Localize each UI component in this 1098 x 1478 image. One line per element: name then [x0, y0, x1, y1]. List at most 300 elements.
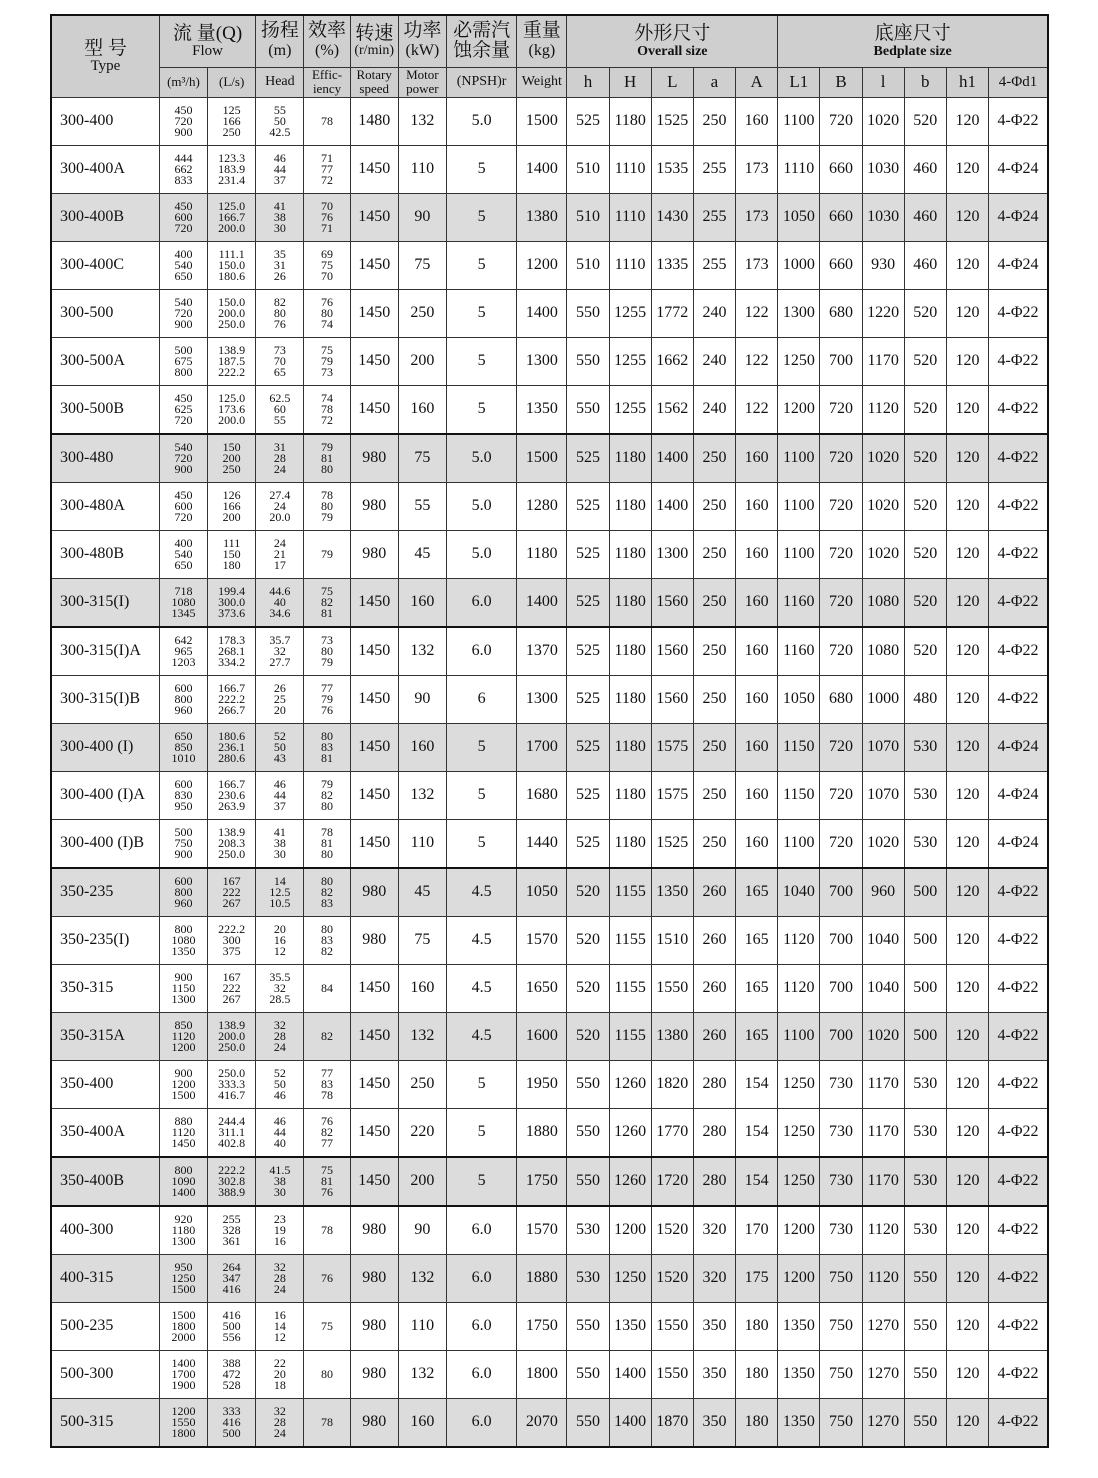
dim-b-cell: 550: [904, 1398, 946, 1447]
dim-a-cell: 320: [693, 1206, 735, 1255]
dim-h1-cell: 120: [946, 819, 988, 868]
dim-h-cell: 510: [567, 193, 609, 241]
flow-m3h-cell: [159, 1206, 207, 1255]
dim-h1-cell: 120: [946, 578, 988, 627]
dim-b-cell: 530: [904, 771, 946, 819]
flow-m3h-cell-value: 1080: [171, 932, 196, 947]
efficiency-cell-value: 80: [321, 846, 334, 861]
model-cell: 300-400 (I)B: [51, 819, 159, 868]
dim-a-cell: 250: [693, 578, 735, 627]
dim-d1-cell: 4-Φ24: [989, 723, 1048, 771]
header-type: 型 号 Type: [51, 15, 159, 97]
npsh-cell: 5.0: [446, 434, 516, 483]
table-row: [51, 530, 1048, 578]
flow-m3h-cell: [159, 434, 207, 483]
flow-ls-cell-value: 208.3: [218, 835, 246, 850]
head-cell-value: 70: [273, 353, 286, 368]
weight-cell: 1300: [517, 675, 567, 723]
dim-H-cell: 1180: [609, 723, 651, 771]
header-flow-ls: (L/s): [208, 67, 256, 97]
dim-b-cell: 520: [904, 434, 946, 483]
dim-d1-cell: 4-Φ22: [989, 337, 1048, 385]
npsh-cell: 4.5: [446, 868, 516, 917]
power-cell: 250: [398, 289, 446, 337]
efficiency-cell-value: 80: [321, 728, 334, 743]
table-row: [51, 1350, 1048, 1398]
power-cell: 200: [398, 1157, 446, 1206]
efficiency-cell-value: 78: [321, 824, 334, 839]
power-cell: 160: [398, 1398, 446, 1447]
weight-cell: 1570: [517, 916, 567, 964]
flow-ls-cell: [208, 145, 256, 193]
dim-h-cell: 550: [567, 289, 609, 337]
flow-ls-cell: [208, 868, 256, 917]
weight-cell: 1370: [517, 627, 567, 676]
dim-B-cell: 720: [820, 578, 862, 627]
flow-m3h-cell-value: 450: [174, 487, 193, 502]
dim-h-cell: 550: [567, 1157, 609, 1206]
efficiency-cell-value: 72: [321, 412, 334, 427]
header-bedplate-size: 底座尺寸 Bedplate size: [778, 15, 1048, 67]
dim-l-cell: 1220: [862, 289, 904, 337]
dim-l-cell: 1020: [862, 1012, 904, 1060]
weight-cell: 1650: [517, 964, 567, 1012]
dim-L-cell: 1535: [651, 145, 693, 193]
dim-A-cell: 165: [736, 868, 778, 917]
dim-h-cell: 550: [567, 1350, 609, 1398]
speed-cell: 1480: [350, 97, 398, 145]
dim-h1-cell: 120: [946, 1398, 988, 1447]
dim-b-cell: 520: [904, 530, 946, 578]
dim-L-cell: 1430: [651, 193, 693, 241]
dim-b-cell: 520: [904, 578, 946, 627]
dim-b-cell: 550: [904, 1254, 946, 1302]
dim-A-cell: 122: [736, 337, 778, 385]
model-cell: 350-400A: [51, 1108, 159, 1157]
flow-m3h-cell-value: 720: [174, 305, 193, 320]
efficiency-cell-value: 83: [321, 895, 334, 910]
efficiency-cell-value: 78: [321, 1414, 334, 1429]
npsh-cell: 5: [446, 145, 516, 193]
speed-cell: 980: [350, 1206, 398, 1255]
efficiency-cell-value: 82: [321, 594, 334, 609]
head-cell: [256, 1108, 304, 1157]
flow-m3h-cell-value: 500: [174, 342, 193, 357]
efficiency-cell-value: 83: [321, 739, 334, 754]
npsh-cell: 6: [446, 675, 516, 723]
efficiency-cell: [304, 723, 350, 771]
dim-B-cell: 720: [820, 385, 862, 434]
flow-ls-cell-value: 250.0: [218, 846, 246, 861]
model-cell: 350-315: [51, 964, 159, 1012]
header-npsh: 必需汽 蚀余量: [446, 15, 516, 67]
dim-l-cell: 1070: [862, 771, 904, 819]
dim-h1-cell: 120: [946, 482, 988, 530]
efficiency-cell-value: 79: [321, 509, 334, 524]
dim-B-cell: 700: [820, 1012, 862, 1060]
power-cell: 45: [398, 868, 446, 917]
head-cell: [256, 964, 304, 1012]
flow-m3h-cell: [159, 916, 207, 964]
head-cell: [256, 145, 304, 193]
flow-ls-cell: [208, 97, 256, 145]
head-cell-value: 50: [273, 739, 286, 754]
power-cell: 132: [398, 771, 446, 819]
head-cell-value: 28: [273, 1414, 286, 1429]
flow-m3h-cell-value: 400: [174, 246, 193, 261]
flow-ls-cell-value: 266.7: [218, 702, 246, 717]
dim-b-cell: 520: [904, 482, 946, 530]
head-cell-value: 19: [273, 1222, 286, 1237]
dim-A-cell: 160: [736, 434, 778, 483]
dim-h-cell: 530: [567, 1206, 609, 1255]
head-cell: [256, 578, 304, 627]
npsh-cell: 5: [446, 723, 516, 771]
efficiency-cell-value: 75: [321, 342, 334, 357]
dim-H-cell: 1400: [609, 1398, 651, 1447]
dim-H-cell: 1110: [609, 241, 651, 289]
flow-m3h-cell-value: 450: [174, 198, 193, 213]
header-power: 功率 (kW): [398, 15, 446, 67]
speed-cell: 980: [350, 1350, 398, 1398]
power-cell: 75: [398, 434, 446, 483]
header-weight: 重量 (kg): [517, 15, 567, 67]
model-cell: 300-400C: [51, 241, 159, 289]
dim-H-cell: 1260: [609, 1157, 651, 1206]
efficiency-cell: [304, 1398, 350, 1447]
dim-d1-cell: 4-Φ22: [989, 97, 1048, 145]
head-cell-value: 40: [273, 1135, 286, 1150]
dim-b-cell: 460: [904, 193, 946, 241]
flow-m3h-cell-value: 540: [174, 294, 193, 309]
flow-ls-cell-value: 416: [222, 1307, 241, 1322]
dim-h1-cell: 120: [946, 1060, 988, 1108]
flow-ls-cell-value: 200.0: [218, 305, 246, 320]
efficiency-cell-value: 79: [321, 546, 334, 561]
model-cell: 350-235(I): [51, 916, 159, 964]
dim-L-cell: 1575: [651, 723, 693, 771]
flow-ls-cell: [208, 1302, 256, 1350]
weight-cell: 1400: [517, 289, 567, 337]
efficiency-cell-value: 76: [321, 1113, 334, 1128]
head-cell-value: 43: [273, 750, 286, 765]
speed-cell: 1450: [350, 675, 398, 723]
dim-a-cell: 250: [693, 627, 735, 676]
head-cell-value: 12: [273, 943, 286, 958]
dim-l-cell: 1040: [862, 964, 904, 1012]
dim-B-cell: 700: [820, 964, 862, 1012]
head-cell-value: 52: [273, 1065, 286, 1080]
efficiency-cell-value: 73: [321, 364, 334, 379]
head-cell-value: 55: [273, 102, 286, 117]
header-flow-m3h: (m³/h): [159, 67, 207, 97]
head-cell-value: 26: [273, 680, 286, 695]
head-cell-value: 27.7: [269, 654, 291, 669]
dim-L1-cell: 1150: [778, 723, 820, 771]
dim-L1-cell: 1250: [778, 1157, 820, 1206]
head-cell-value: 28: [273, 450, 286, 465]
dim-h-cell: 510: [567, 145, 609, 193]
dim-l-cell: 1170: [862, 337, 904, 385]
table-body: [51, 97, 1048, 1447]
dim-A-cell: 160: [736, 530, 778, 578]
dim-H-cell: 1180: [609, 819, 651, 868]
head-cell-value: 31: [273, 439, 286, 454]
efficiency-cell: [304, 1350, 350, 1398]
dim-l-cell: 1020: [862, 482, 904, 530]
efficiency-cell-value: 70: [321, 268, 334, 283]
dim-L-cell: 1335: [651, 241, 693, 289]
dim-B-cell: 700: [820, 337, 862, 385]
dim-B-cell: 720: [820, 771, 862, 819]
dim-A-cell: 122: [736, 385, 778, 434]
efficiency-cell-value: 72: [321, 172, 334, 187]
efficiency-cell-value: 81: [321, 1173, 334, 1188]
dim-h1-cell: 120: [946, 964, 988, 1012]
dim-h1-cell: 120: [946, 1350, 988, 1398]
head-cell-value: 24: [273, 1425, 286, 1440]
weight-cell: 1440: [517, 819, 567, 868]
dim-l-cell: 960: [862, 868, 904, 917]
dim-h1-cell: 120: [946, 1302, 988, 1350]
efficiency-cell: [304, 916, 350, 964]
model-cell: 300-400B: [51, 193, 159, 241]
efficiency-cell-value: 82: [321, 943, 334, 958]
dim-h1-cell: 120: [946, 1254, 988, 1302]
head-cell: [256, 771, 304, 819]
dim-B-cell: 730: [820, 1108, 862, 1157]
dim-A-cell: 160: [736, 675, 778, 723]
npsh-cell: 6.0: [446, 627, 516, 676]
dim-L1-cell: 1200: [778, 1254, 820, 1302]
model-cell: 400-300: [51, 1206, 159, 1255]
head-cell-value: 30: [273, 846, 286, 861]
flow-m3h-cell-value: 1450: [171, 1135, 196, 1150]
dim-h-cell: 525: [567, 482, 609, 530]
dim-h1-cell: 120: [946, 723, 988, 771]
efficiency-cell-value: 75: [321, 1318, 334, 1333]
dim-a-cell: 250: [693, 771, 735, 819]
dim-h-cell: 525: [567, 771, 609, 819]
flow-m3h-cell-value: 1345: [171, 605, 196, 620]
flow-m3h-cell-value: 1010: [171, 750, 196, 765]
flow-ls-cell-value: 268.1: [218, 643, 246, 658]
efficiency-cell-value: 79: [321, 654, 334, 669]
dim-A-cell: 154: [736, 1157, 778, 1206]
head-cell-value: 14: [273, 873, 286, 888]
model-cell: 300-480B: [51, 530, 159, 578]
model-cell: 350-315A: [51, 1012, 159, 1060]
flow-ls-cell-value: 138.9: [218, 342, 246, 357]
dim-A-cell: 154: [736, 1060, 778, 1108]
flow-m3h-cell-value: 600: [174, 873, 193, 888]
dim-H-cell: 1200: [609, 1206, 651, 1255]
flow-ls-cell-value: 373.6: [218, 605, 246, 620]
flow-m3h-cell: [159, 819, 207, 868]
flow-m3h-cell-value: 675: [174, 353, 193, 368]
dim-A-cell: 160: [736, 627, 778, 676]
head-cell: [256, 723, 304, 771]
speed-cell: 980: [350, 868, 398, 917]
power-cell: 45: [398, 530, 446, 578]
head-cell: [256, 1060, 304, 1108]
weight-cell: 1280: [517, 482, 567, 530]
dim-L-cell: 1770: [651, 1108, 693, 1157]
model-cell: 300-315(I)A: [51, 627, 159, 676]
dim-l-cell: 1270: [862, 1398, 904, 1447]
dim-L-cell: 1550: [651, 1350, 693, 1398]
dim-l-cell: 1170: [862, 1157, 904, 1206]
flow-m3h-cell: [159, 482, 207, 530]
dim-d1-cell: 4-Φ22: [989, 530, 1048, 578]
efficiency-cell-value: 75: [321, 1162, 334, 1177]
header-dim-b: b: [904, 67, 946, 97]
flow-ls-cell-value: 328: [222, 1222, 241, 1237]
flow-ls-cell-value: 388: [222, 1355, 241, 1370]
flow-ls-cell: [208, 916, 256, 964]
speed-cell: 1450: [350, 289, 398, 337]
head-cell-value: 25: [273, 691, 286, 706]
speed-cell: 1450: [350, 771, 398, 819]
dim-A-cell: 160: [736, 97, 778, 145]
flow-ls-cell-value: 388.9: [218, 1184, 246, 1199]
power-cell: 160: [398, 964, 446, 1012]
flow-m3h-cell-value: 1500: [171, 1307, 196, 1322]
dim-h1-cell: 120: [946, 1206, 988, 1255]
dim-H-cell: 1180: [609, 675, 651, 723]
dim-B-cell: 700: [820, 868, 862, 917]
flow-m3h-cell-value: 720: [174, 509, 193, 524]
flow-m3h-cell-value: 1800: [171, 1425, 196, 1440]
weight-cell: 1570: [517, 1206, 567, 1255]
efficiency-cell: [304, 241, 350, 289]
dim-L-cell: 1525: [651, 97, 693, 145]
dim-d1-cell: 4-Φ22: [989, 1302, 1048, 1350]
flow-ls-cell-value: 361: [222, 1233, 241, 1248]
efficiency-cell: [304, 337, 350, 385]
flow-m3h-cell-value: 720: [174, 113, 193, 128]
flow-ls-cell-value: 125.0: [218, 390, 246, 405]
efficiency-cell-value: 69: [321, 246, 334, 261]
table-row: [51, 675, 1048, 723]
flow-ls-cell: [208, 1108, 256, 1157]
head-cell: [256, 289, 304, 337]
dim-A-cell: 160: [736, 723, 778, 771]
dim-h-cell: 550: [567, 337, 609, 385]
efficiency-cell: [304, 1302, 350, 1350]
dim-B-cell: 720: [820, 819, 862, 868]
flow-ls-cell-value: 200: [222, 450, 241, 465]
dim-h-cell: 520: [567, 916, 609, 964]
flow-ls-cell-value: 333.3: [218, 1076, 246, 1091]
npsh-cell: 4.5: [446, 916, 516, 964]
npsh-cell: 5: [446, 771, 516, 819]
flow-ls-cell-value: 180.6: [218, 728, 246, 743]
efficiency-cell: [304, 578, 350, 627]
flow-ls-cell-value: 166: [222, 498, 241, 513]
head-cell-value: 46: [273, 1087, 286, 1102]
dim-L1-cell: 1100: [778, 1012, 820, 1060]
head-cell-value: 32: [273, 980, 286, 995]
dim-a-cell: 280: [693, 1060, 735, 1108]
model-cell: 300-315(I): [51, 578, 159, 627]
flow-m3h-cell-value: 500: [174, 824, 193, 839]
flow-ls-cell: [208, 193, 256, 241]
flow-ls-cell-value: 267: [222, 991, 241, 1006]
flow-ls-cell: [208, 1157, 256, 1206]
head-cell-value: 82: [273, 294, 286, 309]
speed-cell: 1450: [350, 819, 398, 868]
model-cell: 350-400B: [51, 1157, 159, 1206]
dim-d1-cell: 4-Φ24: [989, 771, 1048, 819]
flow-m3h-cell-value: 800: [174, 364, 193, 379]
head-cell: [256, 675, 304, 723]
model-cell: 300-400 (I)A: [51, 771, 159, 819]
flow-m3h-cell-value: 1120: [171, 1028, 196, 1043]
flow-ls-cell-value: 200.0: [218, 220, 246, 235]
dim-d1-cell: 4-Φ22: [989, 916, 1048, 964]
dim-A-cell: 173: [736, 145, 778, 193]
flow-m3h-cell-value: 1090: [171, 1173, 196, 1188]
head-cell-value: 50: [273, 113, 286, 128]
flow-m3h-cell-value: 720: [174, 450, 193, 465]
flow-ls-cell-value: 180.6: [218, 268, 246, 283]
dim-b-cell: 550: [904, 1350, 946, 1398]
weight-cell: 1680: [517, 771, 567, 819]
flow-m3h-cell-value: 1120: [171, 1124, 196, 1139]
dim-d1-cell: 4-Φ24: [989, 819, 1048, 868]
dim-b-cell: 460: [904, 241, 946, 289]
dim-a-cell: 320: [693, 1254, 735, 1302]
dim-A-cell: 160: [736, 771, 778, 819]
table-row: [51, 241, 1048, 289]
dim-l-cell: 1020: [862, 530, 904, 578]
flow-ls-cell: [208, 385, 256, 434]
flow-m3h-cell: [159, 193, 207, 241]
dim-B-cell: 700: [820, 916, 862, 964]
flow-ls-cell: [208, 1398, 256, 1447]
dim-L1-cell: 1100: [778, 530, 820, 578]
flow-m3h-cell-value: 1800: [171, 1318, 196, 1333]
dim-H-cell: 1260: [609, 1108, 651, 1157]
dim-h1-cell: 120: [946, 145, 988, 193]
dim-L1-cell: 1050: [778, 193, 820, 241]
npsh-cell: 5: [446, 193, 516, 241]
flow-ls-cell-value: 111.1: [218, 246, 245, 261]
dim-H-cell: 1180: [609, 482, 651, 530]
npsh-cell: 6.0: [446, 1302, 516, 1350]
dim-h1-cell: 120: [946, 193, 988, 241]
header-dim-L1: L1: [778, 67, 820, 97]
dim-l-cell: 1020: [862, 819, 904, 868]
speed-cell: 1450: [350, 723, 398, 771]
dim-L1-cell: 1050: [778, 675, 820, 723]
flow-m3h-cell-value: 1500: [171, 1281, 196, 1296]
header-overall-size: 外形尺寸 Overall size: [567, 15, 778, 67]
head-cell: [256, 241, 304, 289]
flow-m3h-cell-value: 540: [174, 439, 193, 454]
efficiency-cell-value: 80: [321, 921, 334, 936]
model-cell: 300-500: [51, 289, 159, 337]
table-row: [51, 289, 1048, 337]
efficiency-cell-value: 80: [321, 873, 334, 888]
head-cell-value: 28: [273, 1028, 286, 1043]
flow-m3h-cell-value: 900: [174, 969, 193, 984]
head-cell-value: 24: [273, 1281, 286, 1296]
flow-m3h-cell-value: 1700: [171, 1366, 196, 1381]
efficiency-cell-value: 74: [321, 316, 334, 331]
dim-h-cell: 550: [567, 1060, 609, 1108]
